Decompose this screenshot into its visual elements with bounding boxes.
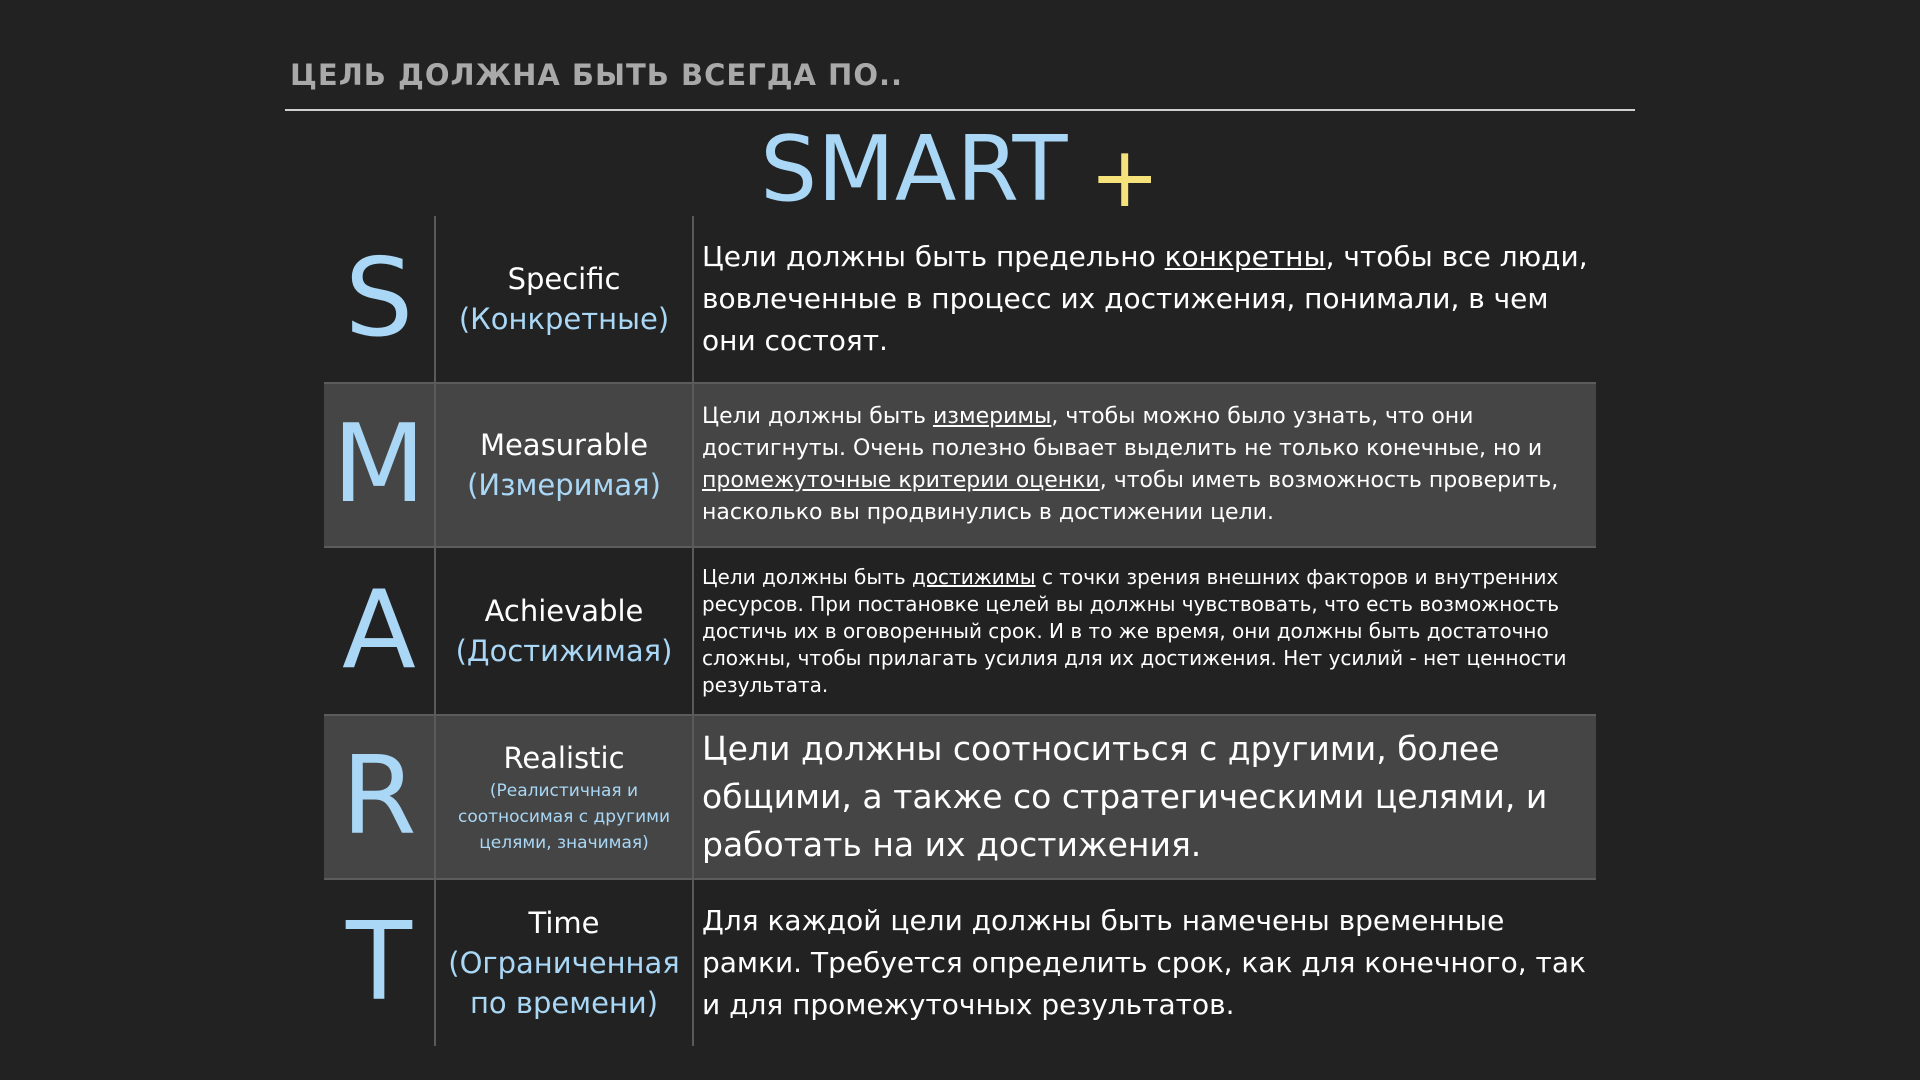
row-description	[702, 564, 1588, 699]
row-name-ru: (Измеримая)	[467, 468, 661, 502]
row-description: Цели должны соотноситься с другими, более общими, а также со стратегическими целями, и работать на их достижения.	[702, 729, 1548, 864]
desc-text: Цели должны быть	[702, 564, 912, 589]
desc-keyword: измеримы	[932, 404, 1052, 429]
smart-row-r	[324, 714, 1596, 880]
row-letter: T	[324, 880, 436, 1046]
row-name-cell	[436, 216, 694, 382]
desc-text: Цели должны быть предельно	[702, 240, 1165, 273]
desc-text: с точки зрения внешних факторов и внутренних ресурсов. При постановке целей вы должны чувствовать, что есть возможность достичь их в оговоренный срок. И в то же время, они должны быть достаточно сложны, чтобы прилагать усилия для их достижения. Нет усилий - нет ценности результата.	[702, 564, 1567, 697]
title-word: SMART	[760, 117, 1068, 222]
desc-text: Цели должны быть	[702, 404, 933, 429]
row-letter: R	[324, 714, 436, 880]
row-name-en: Specific	[507, 262, 621, 296]
smart-row-s	[324, 216, 1596, 382]
row-description: Для каждой цели должны быть намечены временные рамки. Требуется определить срок, как для конечного, так и для промежуточных результатов.	[702, 904, 1586, 1021]
row-letter: A	[324, 548, 436, 714]
row-letter: M	[324, 382, 436, 548]
desc-keyword: конкретны	[1164, 240, 1326, 273]
desc-text: , чтобы можно было узнать, что они достигнуты. Очень полезно бывает выделить не только конечные, но и	[702, 404, 1543, 461]
row-name-en: Achievable	[484, 594, 644, 628]
row-description-cell	[694, 548, 1596, 714]
row-description	[702, 401, 1588, 529]
row-description-cell	[694, 382, 1596, 548]
desc-keyword: достижимы	[911, 564, 1036, 589]
row-name-en: Measurable	[479, 428, 649, 462]
row-name-cell	[436, 714, 694, 880]
smart-table	[324, 216, 1596, 1046]
row-name-cell	[436, 382, 694, 548]
title-plus: +	[1089, 128, 1160, 226]
desc-text: , чтобы все люди, вовлеченные в процесс их достижения, понимали, в чем они состоят.	[702, 240, 1588, 357]
row-name-ru: (Конкретные)	[458, 302, 670, 336]
row-name-ru: (Ограниченная по времени)	[448, 946, 680, 1020]
row-name-ru: (Реалистичная и соотносимая с другими целями, значимая)	[457, 781, 671, 853]
row-description-cell	[694, 216, 1596, 382]
row-name-en: Realistic	[503, 741, 625, 775]
row-name-cell	[436, 548, 694, 714]
smart-row-t	[324, 880, 1596, 1046]
slide-subtitle: ЦЕЛЬ ДОЛЖНА БЫТЬ ВСЕГДА ПО..	[290, 58, 904, 92]
row-name-ru: (Достижимая)	[455, 634, 673, 668]
row-letter: S	[324, 216, 436, 382]
desc-keyword: промежуточные критерии оценки	[702, 468, 1100, 493]
smart-row-a	[324, 548, 1596, 714]
row-name-cell	[436, 880, 694, 1046]
row-description-cell	[694, 880, 1596, 1046]
desc-text: , чтобы иметь возможность проверить, насколько вы продвинулись в достижении цели.	[702, 468, 1559, 525]
row-description-cell	[694, 714, 1596, 880]
smart-row-m	[324, 382, 1596, 548]
row-name-en: Time	[528, 906, 600, 940]
row-description	[702, 236, 1588, 362]
